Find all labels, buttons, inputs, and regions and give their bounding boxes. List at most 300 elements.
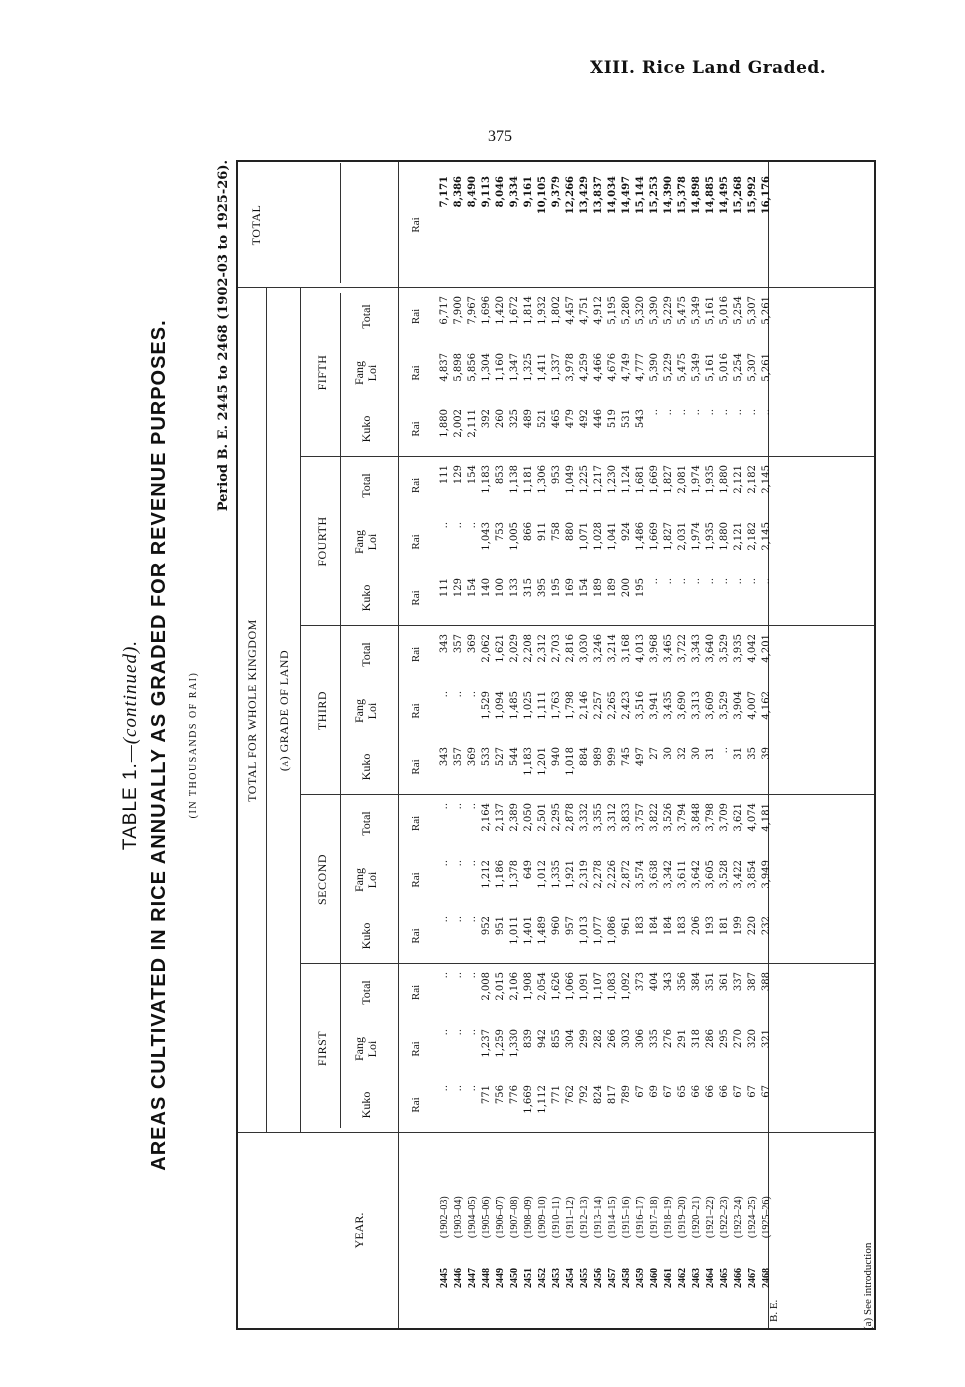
table-cell: 232: [761, 916, 772, 936]
table-cell: 100: [495, 578, 506, 598]
table-cell: 193: [705, 916, 716, 936]
table-cell: 3,343: [691, 634, 702, 663]
table-cell: 1,025: [523, 691, 534, 720]
table-cell: 880: [565, 522, 576, 542]
table-cell: 299: [579, 1029, 590, 1049]
table-cell: 9,379: [551, 176, 562, 208]
table-cell: 2,182: [747, 522, 758, 551]
table-cell: 3,949: [761, 860, 772, 889]
table-cell: 3,621: [733, 803, 744, 832]
table-cell: 1,230: [607, 465, 618, 494]
table-cell: 3,822: [649, 803, 660, 832]
second-total-column: [438, 803, 774, 852]
table-cell: 357: [453, 634, 464, 654]
table-cell: 3,642: [691, 860, 702, 889]
third-fang-header: Fang Loi: [352, 699, 379, 723]
fifth-total-column: [438, 296, 774, 345]
table-cell: 1,043: [481, 522, 492, 551]
table-cell: 1,672: [509, 296, 520, 325]
table-cell: 544: [509, 747, 520, 767]
table-cell: 320: [747, 1029, 758, 1049]
table-cell: 32: [677, 747, 688, 760]
year-ad-cell: (1912–13): [579, 1196, 590, 1238]
table-cell: 4,466: [593, 353, 604, 382]
rotated-table-page: [120, 160, 880, 1330]
running-head: XIII. Rice Land Graded.: [590, 58, 827, 78]
table-cell: 792: [579, 1085, 590, 1105]
table-cell: 3,941: [649, 691, 660, 720]
table-cell: 5,261: [761, 353, 772, 382]
table-cell: 1,337: [551, 353, 562, 382]
table-cell: 184: [649, 916, 660, 936]
fifth-kuko-column: [438, 409, 774, 457]
table-cell: 5,161: [705, 353, 716, 382]
table-cell: 303: [621, 1029, 632, 1049]
table-cell: 2,319: [579, 860, 590, 889]
table-cell: 2,226: [607, 860, 618, 889]
second-fang-header: Fang Loi: [352, 868, 379, 892]
year-ad-cell: (1916–17): [635, 1196, 646, 1238]
table-cell: 27: [649, 747, 660, 760]
table-cell: 5,307: [747, 296, 758, 325]
table-cell: 3,422: [733, 860, 744, 889]
table-cell: 4,751: [579, 296, 590, 325]
table-cell: 527: [495, 747, 506, 767]
table-cell: 3,355: [593, 803, 604, 832]
table-cell: 1,091: [579, 972, 590, 1001]
fourth-grade-header: FOURTH: [315, 516, 329, 567]
table-cell: 866: [523, 522, 534, 542]
year-be-cell: 2461: [663, 1268, 674, 1288]
table-cell: 5,261: [761, 296, 772, 325]
whole-kingdom-header: TOTAL FOR WHOLE KINGDOM: [245, 619, 259, 802]
period-note: Period B. E. 2445 to 2468 (1902-03 to 1925-26).: [216, 160, 231, 512]
table-cell: 999: [607, 747, 618, 767]
table-cell: 3,638: [649, 860, 660, 889]
year-ad-cell: (1905–06): [481, 1196, 492, 1238]
table-cell: 2,145: [761, 465, 772, 494]
table-cell: 4,676: [607, 353, 618, 382]
table-cell: ..: [705, 578, 716, 585]
table-cell: ..: [453, 1029, 464, 1036]
table-cell: 4,749: [621, 353, 632, 382]
table-cell: 2,257: [593, 691, 604, 720]
table-cell: 3,342: [663, 860, 674, 889]
year-ad-cell: (1915–16): [621, 1196, 632, 1238]
table-cell: 384: [691, 972, 702, 992]
table-cell: 318: [691, 1029, 702, 1049]
first-total-header: Total: [359, 980, 373, 1005]
table-cell: 1,411: [537, 353, 548, 382]
table-cell: ..: [439, 972, 450, 979]
be-label: B. E.: [768, 1299, 780, 1322]
year-ad-cell: (1909–10): [537, 1196, 548, 1238]
table-cell: 4,162: [761, 691, 772, 720]
table-cell: 31: [733, 747, 744, 760]
table-cell: 5,349: [691, 353, 702, 382]
grand-total-column: [438, 176, 774, 288]
table-cell: 67: [663, 1085, 674, 1098]
table-cell: 3,722: [677, 634, 688, 663]
table-cell: 5,390: [649, 296, 660, 325]
table-cell: 154: [467, 465, 478, 485]
table-cell: 343: [439, 634, 450, 654]
unit-label: Rai: [410, 815, 422, 832]
table-cell: ..: [747, 409, 758, 416]
table-cell: 1,183: [523, 747, 534, 776]
table-cell: 9,113: [481, 176, 492, 208]
table-cell: 5,475: [677, 353, 688, 382]
table-cell: 4,912: [593, 296, 604, 325]
table-cell: 15,992: [747, 176, 758, 215]
table-cell: 3,332: [579, 803, 590, 832]
table-cell: 1,049: [565, 465, 576, 494]
table-cell: 1,921: [565, 860, 576, 889]
year-be-cell: 2456: [593, 1268, 604, 1288]
year-be-cell: 2460: [649, 1268, 660, 1288]
table-cell: 1,798: [565, 691, 576, 720]
table-cell: 3,690: [677, 691, 688, 720]
table-cell: 1,013: [579, 916, 590, 945]
year-be-cell: 2447: [467, 1268, 478, 1288]
table-cell: 7,967: [467, 296, 478, 325]
table-cell: 1,763: [551, 691, 562, 720]
table-cell: 67: [747, 1085, 758, 1098]
table-cell: 3,465: [663, 634, 674, 663]
table-cell: 15,144: [635, 176, 646, 215]
unit-label: Rai: [410, 534, 422, 550]
table-cell: 2,146: [579, 691, 590, 720]
table-cell: 1,621: [495, 634, 506, 663]
table-cell: 1,669: [649, 465, 660, 494]
table-cell: 8,046: [495, 176, 506, 208]
table-cell: 3,611: [677, 860, 688, 889]
table-cell: 276: [663, 1029, 674, 1049]
table-cell: 1,935: [705, 522, 716, 551]
table-cell: 183: [677, 916, 688, 936]
table-cell: 1,028: [593, 522, 604, 551]
table-cell: 3,605: [705, 860, 716, 889]
table-cell: 3,968: [649, 634, 660, 663]
table-cell: 351: [705, 972, 716, 992]
table-cell: 1,083: [607, 972, 618, 1001]
table-cell: 3,030: [579, 634, 590, 663]
table-cell: 1,124: [621, 465, 632, 494]
table-cell: 2,501: [537, 803, 548, 832]
first-grade-header: FIRST: [315, 1030, 329, 1067]
year-ad-column: [438, 1196, 774, 1238]
table-cell: 479: [565, 409, 576, 429]
table-cell: 957: [565, 916, 576, 936]
table-cell: ..: [663, 409, 674, 416]
table-cell: 3,435: [663, 691, 674, 720]
table-cell: 2,878: [565, 803, 576, 832]
year-ad-cell: (1904–05): [467, 1196, 478, 1238]
year-ad-cell: (1906–07): [495, 1196, 506, 1238]
table-cell: 2,054: [537, 972, 548, 1001]
table-cell: 817: [607, 1085, 618, 1105]
table-cell: ..: [467, 860, 478, 867]
table-cell: 13,837: [593, 176, 604, 215]
table-cell: 67: [733, 1085, 744, 1098]
table-cell: 1,529: [481, 691, 492, 720]
table-cell: 31: [705, 747, 716, 760]
table-cell: 3,709: [719, 803, 730, 832]
fifth-fang-column: [438, 353, 774, 401]
year-ad-cell: (1914–15): [607, 1196, 618, 1238]
table-cell: 5,856: [467, 353, 478, 382]
table-cell: 3,854: [747, 860, 758, 889]
table-cell: 771: [481, 1085, 492, 1105]
table-cell: 3,609: [705, 691, 716, 720]
table-cell: 189: [607, 578, 618, 598]
table-cell: 1,669: [649, 522, 660, 551]
table-cell: 1,304: [481, 353, 492, 382]
table-cell: 5,898: [453, 353, 464, 382]
table-cell: 184: [663, 916, 674, 936]
year-ad-cell: (1919–20): [677, 1196, 688, 1238]
table-cell: ..: [733, 409, 744, 416]
year-ad-cell: (1920–21): [691, 1196, 702, 1238]
table-cell: 30: [663, 747, 674, 760]
table-cell: ..: [439, 803, 450, 810]
table-cell: 395: [537, 578, 548, 598]
table-cell: 3,757: [635, 803, 646, 832]
table-cell: 2,164: [481, 803, 492, 832]
grand-total-header: TOTAL: [249, 204, 263, 246]
year-be-cell: 2445: [439, 1268, 450, 1288]
table-cell: 4,042: [747, 634, 758, 663]
table-cell: 291: [677, 1029, 688, 1049]
year-ad-cell: (1923–24): [733, 1196, 744, 1238]
table-cell: 2,008: [481, 972, 492, 1001]
table-cell: ..: [439, 916, 450, 923]
table-cell: ..: [439, 860, 450, 867]
table-cell: 189: [593, 578, 604, 598]
table-cell: 9,334: [509, 176, 520, 208]
table-cell: 2,703: [551, 634, 562, 663]
table-cell: 306: [635, 1029, 646, 1049]
table-cell: 989: [593, 747, 604, 767]
table-cell: 66: [691, 1085, 702, 1098]
first-kuko-column: [438, 1085, 774, 1133]
table-cell: 924: [621, 522, 632, 542]
table-cell: 1,485: [509, 691, 520, 720]
table-cell: 2,872: [621, 860, 632, 889]
table-cell: 14,898: [691, 176, 702, 215]
table-cell: 4,259: [579, 353, 590, 382]
table-cell: 1,306: [537, 465, 548, 494]
table-cell: 199: [733, 916, 744, 936]
table-cell: 3,574: [635, 860, 646, 889]
table-cell: 1,018: [565, 747, 576, 776]
year-ad-cell: (1921–22): [705, 1196, 716, 1238]
table-cell: 960: [551, 916, 562, 936]
year-ad-cell: (1908–09): [523, 1196, 534, 1238]
unit-label: Rai: [410, 984, 422, 1001]
table-cell: 1,935: [705, 465, 716, 494]
table-cell: 1,181: [523, 465, 534, 494]
year-be-cell: 2446: [453, 1268, 464, 1288]
table-cell: 195: [635, 578, 646, 598]
table-cell: ..: [467, 522, 478, 529]
table-cell: 195: [551, 578, 562, 598]
third-kuko-column: [438, 747, 774, 795]
year-be-cell: 2468: [761, 1268, 772, 1288]
year-ad-cell: (1907–08): [509, 1196, 520, 1238]
fourth-fang-column: [438, 522, 774, 570]
table-cell: 1,201: [537, 747, 548, 776]
table-cell: 776: [509, 1085, 520, 1105]
table-cell: 2,182: [747, 465, 758, 494]
table-cell: 4,013: [635, 634, 646, 663]
third-grade-header: THIRD: [315, 690, 329, 731]
table-cell: ..: [453, 972, 464, 979]
table-cell: 3,904: [733, 691, 744, 720]
table-cell: 14,034: [607, 176, 618, 215]
table-cell: 1,486: [635, 522, 646, 551]
first-fang-column: [438, 1029, 774, 1077]
table-cell: 2,062: [481, 634, 492, 663]
year-be-cell: 2466: [733, 1268, 744, 1288]
third-total-header: Total: [359, 642, 373, 667]
table-cell: ..: [439, 691, 450, 698]
year-be-cell: 2462: [677, 1268, 688, 1288]
table-cell: 2,423: [621, 691, 632, 720]
table-cell: ..: [691, 409, 702, 416]
table-cell: 3,640: [705, 634, 716, 663]
table-cell: 387: [747, 972, 758, 992]
table-cell: 335: [649, 1029, 660, 1049]
table-cell: 69: [649, 1085, 660, 1098]
table-cell: 356: [677, 972, 688, 992]
table-cell: 1,681: [635, 465, 646, 494]
table-cell: 1,071: [579, 522, 590, 551]
table-cell: 6,717: [439, 296, 450, 325]
table-cell: 220: [747, 916, 758, 936]
table-cell: 129: [453, 578, 464, 598]
table-cell: 1,814: [523, 296, 534, 325]
table-cell: 1,111: [537, 691, 548, 720]
table-cell: 884: [579, 747, 590, 767]
table-cell: 39: [761, 747, 772, 760]
table-cell: 169: [565, 578, 576, 598]
table-cell: 2,031: [677, 522, 688, 551]
table-cell: 15,378: [677, 176, 688, 215]
table-cell: 1,669: [523, 1085, 534, 1114]
unit-label: Rai: [410, 928, 422, 944]
table-cell: 839: [523, 1029, 534, 1049]
table-cell: 388: [761, 972, 772, 992]
table-cell: 315: [523, 578, 534, 598]
table-cell: 3,313: [691, 691, 702, 720]
table-cell: 369: [467, 747, 478, 767]
year-ad-cell: (1902–03): [439, 1196, 450, 1238]
table-cell: 1,086: [607, 916, 618, 945]
second-total-header: Total: [359, 811, 373, 836]
unit-label: Rai: [410, 217, 422, 233]
table-cell: 942: [537, 1029, 548, 1049]
fifth-fang-header: Fang Loi: [352, 361, 379, 385]
table-cell: 1,237: [481, 1029, 492, 1058]
table-cell: 446: [593, 409, 604, 429]
table-cell: ..: [677, 409, 688, 416]
table-cell: 5,195: [607, 296, 618, 325]
table-cell: 2,278: [593, 860, 604, 889]
table-cell: 1,092: [621, 972, 632, 1001]
third-fang-column: [438, 691, 774, 739]
table-cell: ..: [453, 803, 464, 810]
table-cell: 2,389: [509, 803, 520, 832]
table-cell: ..: [747, 578, 758, 585]
table-cell: 1,186: [495, 860, 506, 889]
table-cell: 771: [551, 1085, 562, 1105]
year-be-cell: 2454: [565, 1268, 576, 1288]
table-cell: 2,111: [467, 409, 478, 438]
table-cell: 1,005: [509, 522, 520, 551]
table-cell: 1,112: [537, 1085, 548, 1114]
table-cell: 5,016: [719, 353, 730, 382]
table-cell: 1,932: [537, 296, 548, 325]
fourth-total-header: Total: [359, 473, 373, 498]
table-cell: 369: [467, 634, 478, 654]
table-cell: 1,138: [509, 465, 520, 494]
year-be-cell: 2467: [747, 1268, 758, 1288]
page-number: 375: [488, 128, 512, 145]
table-cell: 3,798: [705, 803, 716, 832]
table-cell: 940: [551, 747, 562, 767]
table-cell: 4,007: [747, 691, 758, 720]
table-cell: 543: [635, 409, 646, 429]
table-cell: 260: [495, 409, 506, 429]
table-cell: 5,307: [747, 353, 758, 382]
unit-label: Rai: [410, 872, 422, 888]
table-cell: 5,161: [705, 296, 716, 325]
table-cell: ..: [439, 1029, 450, 1036]
table-cell: 5,349: [691, 296, 702, 325]
table-cell: 2,050: [523, 803, 534, 832]
table-cell: 2,312: [537, 634, 548, 663]
table-cell: 3,312: [607, 803, 618, 832]
unit-label: Rai: [410, 590, 422, 606]
table-cell: 2,145: [761, 522, 772, 551]
table-cell: ..: [453, 522, 464, 529]
year-be-cell: 2464: [705, 1268, 716, 1288]
table-cell: 3,935: [733, 634, 744, 663]
table-cell: 337: [733, 972, 744, 992]
table-cell: 1,974: [691, 522, 702, 551]
unit-note: (IN THOUSANDS OF RAI): [188, 671, 199, 819]
grade-of-land-header: (a) GRADE OF LAND: [277, 649, 291, 772]
table-cell: 373: [635, 972, 646, 992]
table-cell: ..: [649, 409, 660, 416]
table-cell: 533: [481, 747, 492, 767]
year-be-cell: 2448: [481, 1268, 492, 1288]
table-cell: 282: [593, 1029, 604, 1049]
table-cell: 181: [719, 916, 730, 936]
table-cell: 154: [467, 578, 478, 598]
table-cell: 1,225: [579, 465, 590, 494]
footnote: (a) See introduction: [862, 1242, 874, 1330]
table-cell: 65: [677, 1085, 688, 1098]
year-ad-cell: (1911–12): [565, 1196, 576, 1238]
year-be-cell: 2452: [537, 1268, 548, 1288]
table-cell: 961: [621, 916, 632, 936]
year-ad-cell: (1925–26): [761, 1196, 772, 1238]
table-cell: ..: [467, 1085, 478, 1092]
table-cell: 295: [719, 1029, 730, 1049]
table-cell: 952: [481, 916, 492, 936]
